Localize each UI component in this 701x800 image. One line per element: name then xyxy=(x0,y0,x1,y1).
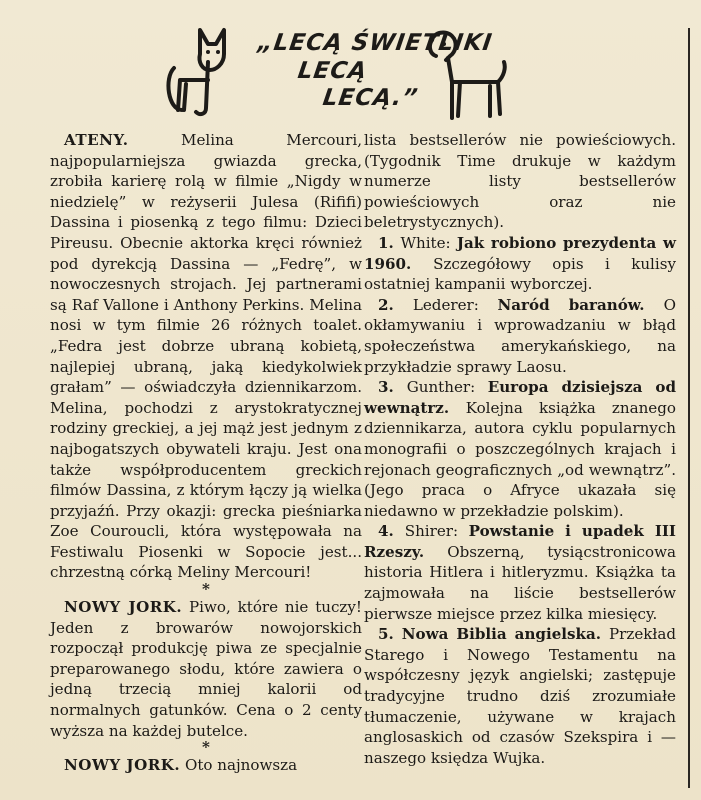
column-rule xyxy=(688,28,690,788)
bestseller-description: Obszerną, tysiącstronicowa historia Hitlera i hitleryzmu. Książka ta zajmowała na liście bestsellerów pierwsze miejsce przez kilka miesięcy. xyxy=(364,542,676,623)
bestseller-number: 1. xyxy=(378,233,401,252)
right-column xyxy=(364,130,676,768)
bestseller-title: Naród baranów. xyxy=(497,295,664,314)
bestseller-list xyxy=(364,233,676,768)
bestseller-title: Jak robiono prezydenta w 1960. xyxy=(364,233,676,273)
bestseller-author: Gunther: xyxy=(406,378,488,397)
bestseller-author: Shirer: xyxy=(404,522,469,541)
bestseller-item xyxy=(364,295,676,377)
bestseller-item xyxy=(364,233,676,295)
bestseller-number: 3. xyxy=(378,378,407,397)
bestseller-number: 2. xyxy=(378,295,413,314)
item-lead: ATENY. xyxy=(64,131,129,149)
bestseller-author: White: xyxy=(400,233,457,252)
news-item-new-york-bestsellers xyxy=(50,755,362,776)
bestseller-description: Kolejna książka znanego dziennikarza, autora cyklu popularnych monografii o poszczególnych krajach i rejonach geograficznych „od wewnątrz”. (Jego praca o Afryce ukazała się niedawno w przekładzie polskim). xyxy=(364,398,676,520)
bestseller-description: Przekład Starego i Nowego Testamentu na współczesny język angielski; zastępuje tradycyjne trudno dziś zrozumiałe tłumaczenie, używane w krajach anglosaskich od czasów Szekspira i — naszego księdza Wujka. xyxy=(364,625,676,767)
news-item-athens xyxy=(50,130,362,583)
separator-star: * xyxy=(202,580,210,599)
bestseller-title: Europa dzisiejsza od wewnątrz. xyxy=(364,378,676,417)
header-title-line-1: „LECĄ ŚWIETLIKI xyxy=(256,30,495,56)
header-title-line-3: LECĄ.” xyxy=(321,85,420,111)
item-text: Oto najnowsza xyxy=(184,756,298,775)
bestseller-number: 5. xyxy=(378,625,402,644)
item-text: Piwo, które nie tuczy! Jeden z browarów nowojorskich rozpoczął produkcję piwa ze specjalnie preparowanego słodu, które zawiera o jedną trzecią mniej kalorii od normalnych gatunków. Cena o 2 centy wyższa na każdej butelce. xyxy=(50,598,362,740)
left-column xyxy=(50,130,362,776)
bestseller-item xyxy=(364,377,676,521)
item-text: Melina Mercouri, najpopularniejsza gwiazda grecka, zrobiła karierę rolą w filmie „Nigdy w niedzielę” w reżyserii Julesa (Rififi) Dassina i piosenką z tego filmu: Dzieci Pireusu. Obecnie aktorka kręci również pod dyrekcją Dassina — „Fedrę”, w nowoczesnych strojach. Jej partnerami są Raf Vallone i Anthony Perkins. Melina nosi w tym filmie 26 różnych toalet. „Fedra jest dobrze ubraną kobietą, najlepiej ubraną, jaką kiedykolwiek grałam” — oświadczyła dziennikarzom. Melina, pochodzi z arystokratycznej rodziny greckiej, a jej mąż jest jednym z najbogatszych obywateli kraju. Jest ona także współproducentem greckich filmów Dassina, z którym łączy ją wielka przyjaźń. Przy okazji: grecka pieśniarka Zoe Couroucli, która występowała na Festiwalu Piosenki w Sopocie jest... chrzestną córką Meliny Mercouri! xyxy=(50,131,362,582)
bestseller-number: 4. xyxy=(378,522,405,541)
bestseller-title: Nowa Biblia angielska. xyxy=(401,625,610,644)
bestseller-author: Lederer: xyxy=(412,295,498,314)
bestseller-description: Szczegółowy opis i kulisy ostatniej kampanii wyborczej. xyxy=(364,254,676,294)
item-lead: NOWY JORK. xyxy=(64,756,181,775)
bestseller-description: O okłamywaniu i wprowadzaniu w błąd społeczeństwa amerykańskiego, na przykładzie sprawy Laosu. xyxy=(364,295,676,376)
bestseller-item xyxy=(364,624,676,768)
news-item-new-york-beer xyxy=(50,597,362,741)
bestseller-intro: lista bestsellerów nie powieściowych. (Tygodnik Time drukuje w każdym numerze listy bestsellerów powieściowych oraz nie beletrystycznych). xyxy=(364,131,676,232)
bestseller-title: Powstanie i upadek III Rzeszy. xyxy=(364,522,676,561)
item-lead: NOWY JORK. xyxy=(64,598,183,617)
separator-star: * xyxy=(202,738,210,757)
bestseller-item xyxy=(364,521,676,624)
header-title-line-2: LECĄ xyxy=(296,58,369,84)
section-header xyxy=(160,18,520,128)
